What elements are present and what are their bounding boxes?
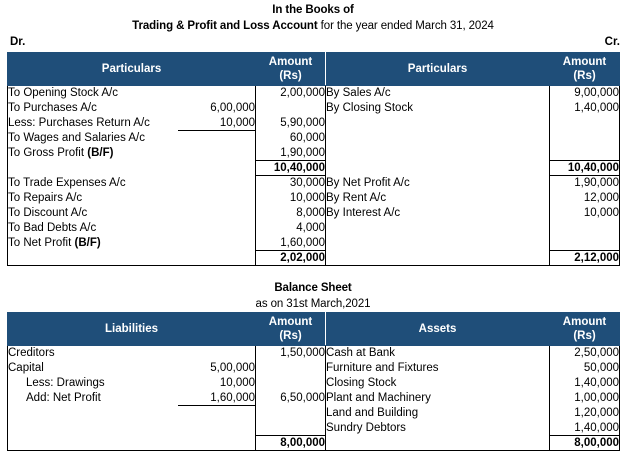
row-amount-credit: 1,90,000 bbox=[550, 176, 620, 191]
trading-total-credit: 10,40,000 bbox=[550, 161, 620, 176]
table-row bbox=[8, 406, 620, 421]
row-particular-bf-tag: (B/F) bbox=[74, 237, 101, 249]
header-amount-liabilities bbox=[256, 313, 326, 346]
trading-table-header bbox=[8, 53, 620, 86]
row-asset-amount: 1,20,000 bbox=[550, 406, 620, 421]
total-label-spacer bbox=[8, 251, 178, 266]
row-sub-amount bbox=[178, 206, 256, 221]
row-particular-credit bbox=[326, 116, 550, 131]
row-liability-sub bbox=[178, 346, 256, 361]
trading-account-title-block bbox=[0, 0, 626, 34]
row-particular bbox=[8, 146, 178, 161]
row-particular-credit bbox=[326, 221, 550, 236]
row-particular-credit bbox=[326, 131, 550, 146]
header-amount-right-line1: Amount bbox=[562, 56, 607, 68]
table-row bbox=[8, 361, 620, 376]
row-particular-bf-tag: (B/F) bbox=[87, 147, 114, 159]
row-sub-amount bbox=[178, 86, 256, 101]
row-particular: To Discount A/c bbox=[8, 206, 178, 221]
row-particular-credit bbox=[326, 236, 550, 251]
balance-sheet-subtitle: as on 31st March,2021 bbox=[255, 298, 371, 310]
row-sub-amount: 10,000 bbox=[178, 116, 256, 131]
row-liability-amount bbox=[256, 406, 326, 421]
header-amount-assets bbox=[550, 313, 620, 346]
row-particular-credit: By Rent A/c bbox=[326, 191, 550, 206]
row-amount: 2,00,000 bbox=[256, 86, 326, 101]
row-sub-amount bbox=[178, 221, 256, 236]
row-amount-credit: 12,000 bbox=[550, 191, 620, 206]
row-asset-amount: 50,000 bbox=[550, 361, 620, 376]
header-amount-right bbox=[550, 53, 620, 86]
row-liability: Less: Drawings bbox=[8, 376, 178, 391]
total-label-spacer-credit bbox=[326, 251, 550, 266]
row-amount: 10,000 bbox=[256, 191, 326, 206]
header-amount-left-line2: (Rs) bbox=[279, 70, 302, 82]
table-row bbox=[8, 391, 620, 406]
row-liability-amount: 6,50,000 bbox=[256, 391, 326, 406]
row-asset-amount: 1,40,000 bbox=[550, 421, 620, 436]
table-row bbox=[8, 421, 620, 436]
row-amount: 5,90,000 bbox=[256, 116, 326, 131]
row-asset: Sundry Debtors bbox=[326, 421, 550, 436]
total-sub-spacer bbox=[178, 161, 256, 176]
row-asset-amount: 2,50,000 bbox=[550, 346, 620, 361]
row-amount-credit: 1,40,000 bbox=[550, 101, 620, 116]
table-row bbox=[8, 376, 620, 391]
row-liability-amount bbox=[256, 361, 326, 376]
row-particular-text: To Gross Profit bbox=[8, 147, 85, 159]
row-sub-amount bbox=[178, 176, 256, 191]
row-particular-credit: By Interest A/c bbox=[326, 206, 550, 221]
row-particular: To Wages and Salaries A/c bbox=[8, 131, 178, 146]
header-amount-right-line2: (Rs) bbox=[573, 70, 596, 82]
balance-sheet-title-block bbox=[0, 278, 626, 312]
row-amount: 8,000 bbox=[256, 206, 326, 221]
row-liability-amount bbox=[256, 376, 326, 391]
row-particular-credit: By Net Profit A/c bbox=[326, 176, 550, 191]
row-amount-credit bbox=[550, 116, 620, 131]
row-liability-sub bbox=[178, 406, 256, 421]
row-amount: 30,000 bbox=[256, 176, 326, 191]
heading-in-the-books-of: In the Books of bbox=[272, 4, 354, 16]
table-row bbox=[8, 116, 620, 131]
row-particular-text: To Net Profit bbox=[8, 237, 72, 249]
row-sub-amount bbox=[178, 146, 256, 161]
section-spacer bbox=[0, 266, 626, 278]
row-liability-amount: 1,50,000 bbox=[256, 346, 326, 361]
row-liability-sub bbox=[178, 421, 256, 436]
row-particular-credit: By Closing Stock bbox=[326, 101, 550, 116]
row-particular: Less: Purchases Return A/c bbox=[8, 116, 178, 131]
total-label-spacer-credit bbox=[326, 161, 550, 176]
row-liability: Capital bbox=[8, 361, 178, 376]
table-row bbox=[8, 236, 620, 251]
table-row bbox=[8, 221, 620, 236]
total-label-spacer bbox=[8, 161, 178, 176]
row-liability: Add: Net Profit bbox=[8, 391, 178, 406]
table-row bbox=[8, 206, 620, 221]
row-liability-sub: 1,60,000 bbox=[178, 391, 256, 406]
row-asset: Closing Stock bbox=[326, 376, 550, 391]
row-asset: Plant and Machinery bbox=[326, 391, 550, 406]
row-amount: 1,60,000 bbox=[256, 236, 326, 251]
pl-total-row bbox=[8, 251, 620, 266]
row-amount-credit: 9,00,000 bbox=[550, 86, 620, 101]
row-amount bbox=[256, 101, 326, 116]
row-liability-sub: 5,00,000 bbox=[210, 362, 256, 374]
row-liability-amount bbox=[256, 421, 326, 436]
row-liability bbox=[8, 421, 178, 436]
row-amount-credit: 10,000 bbox=[550, 206, 620, 221]
row-particular-credit bbox=[326, 146, 550, 161]
row-sub-amount bbox=[178, 236, 256, 251]
header-particulars-right: Particulars bbox=[326, 53, 550, 86]
trading-total-debit: 10,40,000 bbox=[256, 161, 326, 176]
row-asset: Cash at Bank bbox=[326, 346, 550, 361]
row-particular: To Bad Debts A/c bbox=[8, 221, 178, 236]
total-sub-spacer bbox=[178, 436, 256, 451]
row-particular: To Purchases A/c bbox=[8, 101, 178, 116]
total-label-spacer bbox=[8, 436, 178, 451]
row-liability: Creditors bbox=[8, 346, 178, 361]
row-particular bbox=[8, 236, 178, 251]
row-asset: Furniture and Fixtures bbox=[326, 361, 550, 376]
header-liabilities: Liabilities bbox=[8, 313, 256, 346]
row-sub-amount bbox=[178, 191, 256, 206]
row-particular: To Repairs A/c bbox=[8, 191, 178, 206]
row-amount: 60,000 bbox=[256, 131, 326, 146]
row-particular: To Trade Expenses A/c bbox=[8, 176, 178, 191]
balance-sheet-total-assets: 8,00,000 bbox=[550, 436, 620, 451]
row-particular-credit: By Sales A/c bbox=[326, 86, 550, 101]
header-amount-liabilities-line1: Amount bbox=[268, 316, 313, 328]
table-row bbox=[8, 146, 620, 161]
statement-title-bold: Trading & Profit and Loss Account bbox=[132, 20, 318, 32]
table-row bbox=[8, 86, 620, 101]
row-sub-amount: 6,00,000 bbox=[210, 102, 256, 114]
row-amount: 4,000 bbox=[256, 221, 326, 236]
row-amount-credit bbox=[550, 221, 620, 236]
total-sub-spacer bbox=[178, 251, 256, 266]
row-asset-amount: 1,40,000 bbox=[550, 376, 620, 391]
pl-total-debit: 2,02,000 bbox=[256, 251, 326, 266]
row-liability-sub: 10,000 bbox=[219, 377, 256, 389]
table-row bbox=[8, 131, 620, 146]
row-asset: Land and Building bbox=[326, 406, 550, 421]
header-amount-left-line1: Amount bbox=[268, 56, 313, 68]
header-amount-left bbox=[256, 53, 326, 86]
debit-label: Dr. bbox=[10, 36, 26, 48]
row-amount-credit bbox=[550, 131, 620, 146]
header-assets: Assets bbox=[326, 313, 550, 346]
trading-profit-loss-table bbox=[7, 52, 620, 266]
statement-title bbox=[0, 18, 626, 34]
balance-sheet-body bbox=[8, 346, 620, 451]
balance-sheet-title: Balance Sheet bbox=[274, 282, 352, 294]
row-asset-amount: 1,00,000 bbox=[550, 391, 620, 406]
balance-sheet-header bbox=[8, 313, 620, 346]
total-label-spacer-assets bbox=[326, 436, 550, 451]
row-liability bbox=[8, 406, 178, 421]
balance-sheet-total-liabilities: 8,00,000 bbox=[256, 436, 326, 451]
row-amount-credit bbox=[550, 236, 620, 251]
table-row bbox=[8, 191, 620, 206]
trading-total-row bbox=[8, 161, 620, 176]
row-amount-credit bbox=[550, 146, 620, 161]
table-row bbox=[8, 346, 620, 361]
header-amount-assets-line1: Amount bbox=[562, 316, 607, 328]
table-row bbox=[8, 176, 620, 191]
header-amount-assets-line2: (Rs) bbox=[573, 330, 596, 342]
header-particulars-left: Particulars bbox=[8, 53, 256, 86]
debit-credit-labels bbox=[0, 34, 626, 52]
row-sub-amount bbox=[178, 131, 256, 146]
statement-title-rest: for the year ended March 31, 2024 bbox=[317, 20, 494, 32]
trading-section-body bbox=[8, 86, 620, 266]
credit-label: Cr. bbox=[604, 36, 620, 48]
row-particular: To Opening Stock A/c bbox=[8, 86, 178, 101]
table-row bbox=[8, 101, 620, 116]
pl-total-credit: 2,12,000 bbox=[550, 251, 620, 266]
balance-sheet-total-row bbox=[8, 436, 620, 451]
row-amount: 1,90,000 bbox=[256, 146, 326, 161]
balance-sheet-table bbox=[7, 312, 620, 451]
header-amount-liabilities-line2: (Rs) bbox=[279, 330, 302, 342]
